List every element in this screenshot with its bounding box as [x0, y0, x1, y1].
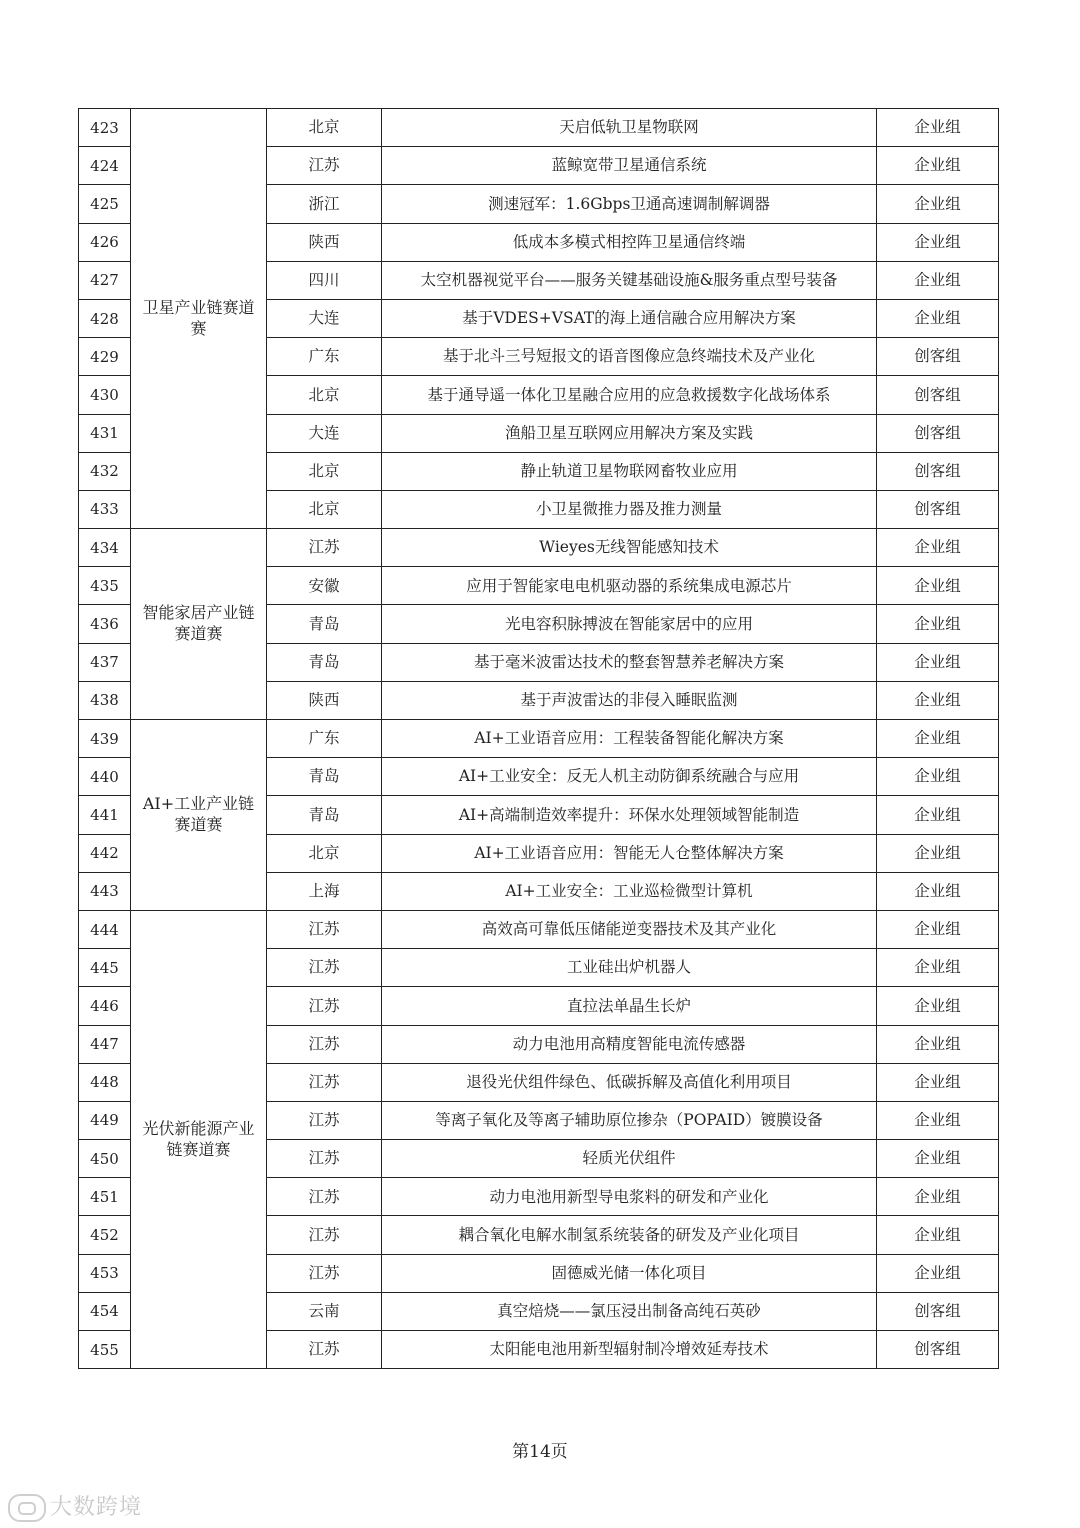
group-type-cell: 企业组: [877, 1063, 999, 1101]
project-name-cell: 固德威光储一体化项目: [382, 1254, 877, 1292]
project-name-cell: 太阳能电池用新型辐射制冷增效延寿技术: [382, 1331, 877, 1369]
group-type-cell: 企业组: [877, 949, 999, 987]
group-type-cell: 企业组: [877, 1101, 999, 1139]
group-type-cell: 创客组: [877, 490, 999, 528]
province-cell: 浙江: [267, 185, 382, 223]
project-name-cell: 太空机器视觉平台——服务关键基础设施&服务重点型号装备: [382, 261, 877, 299]
province-cell: 四川: [267, 261, 382, 299]
table-body: [79, 109, 999, 1369]
row-number: 454: [79, 1292, 131, 1330]
row-number: 446: [79, 987, 131, 1025]
table-row: [79, 720, 999, 758]
group-type-cell: 企业组: [877, 223, 999, 261]
row-number: 451: [79, 1178, 131, 1216]
group-type-cell: 企业组: [877, 109, 999, 147]
group-type-cell: 企业组: [877, 796, 999, 834]
group-type-cell: 企业组: [877, 910, 999, 948]
track-name: 卫星产业链赛道赛: [131, 109, 267, 529]
row-number: 433: [79, 490, 131, 528]
group-type-cell: 企业组: [877, 567, 999, 605]
logo-icon: [8, 1494, 46, 1522]
row-number: 444: [79, 910, 131, 948]
project-name-cell: AI+工业安全：反无人机主动防御系统融合与应用: [382, 758, 877, 796]
project-name-cell: 低成本多模式相控阵卫星通信终端: [382, 223, 877, 261]
group-type-cell: 企业组: [877, 299, 999, 337]
province-cell: 广东: [267, 720, 382, 758]
province-cell: 江苏: [267, 1140, 382, 1178]
project-name-cell: 耦合氧化电解水制氢系统装备的研发及产业化项目: [382, 1216, 877, 1254]
province-cell: 青岛: [267, 796, 382, 834]
province-cell: 江苏: [267, 1025, 382, 1063]
row-number: 436: [79, 605, 131, 643]
row-number: 445: [79, 949, 131, 987]
group-type-cell: 创客组: [877, 452, 999, 490]
province-cell: 北京: [267, 490, 382, 528]
group-type-cell: 企业组: [877, 681, 999, 719]
group-type-cell: 企业组: [877, 987, 999, 1025]
project-name-cell: 动力电池用高精度智能电流传感器: [382, 1025, 877, 1063]
row-number: 431: [79, 414, 131, 452]
province-cell: 江苏: [267, 147, 382, 185]
row-number: 426: [79, 223, 131, 261]
track-name: 智能家居产业链赛道赛: [131, 529, 267, 720]
page-number: 第14页: [512, 1442, 568, 1462]
province-cell: 上海: [267, 872, 382, 910]
project-name-cell: 蓝鲸宽带卫星通信系统: [382, 147, 877, 185]
province-cell: 江苏: [267, 1331, 382, 1369]
project-name-cell: 基于北斗三号短报文的语音图像应急终端技术及产业化: [382, 338, 877, 376]
row-number: 442: [79, 834, 131, 872]
province-cell: 广东: [267, 338, 382, 376]
table-row: [79, 109, 999, 147]
row-number: 438: [79, 681, 131, 719]
group-type-cell: 企业组: [877, 605, 999, 643]
project-name-cell: 光电容积脉搏波在智能家居中的应用: [382, 605, 877, 643]
group-type-cell: 企业组: [877, 147, 999, 185]
group-type-cell: 企业组: [877, 1140, 999, 1178]
track-name: AI+工业产业链赛道赛: [131, 720, 267, 911]
row-number: 430: [79, 376, 131, 414]
province-cell: 江苏: [267, 987, 382, 1025]
row-number: 440: [79, 758, 131, 796]
group-type-cell: 创客组: [877, 414, 999, 452]
project-name-cell: 天启低轨卫星物联网: [382, 109, 877, 147]
row-number: 423: [79, 109, 131, 147]
row-number: 429: [79, 338, 131, 376]
project-name-cell: 等离子氧化及等离子辅助原位掺杂（POPAID）镀膜设备: [382, 1101, 877, 1139]
province-cell: 江苏: [267, 949, 382, 987]
province-cell: 北京: [267, 834, 382, 872]
row-number: 435: [79, 567, 131, 605]
project-name-cell: AI+工业语音应用：智能无人仓整体解决方案: [382, 834, 877, 872]
group-type-cell: 企业组: [877, 872, 999, 910]
project-name-cell: 静止轨道卫星物联网畜牧业应用: [382, 452, 877, 490]
project-name-cell: 真空焙烧——氯压浸出制备高纯石英砂: [382, 1292, 877, 1330]
project-name-cell: 退役光伏组件绿色、低碳拆解及高值化利用项目: [382, 1063, 877, 1101]
project-name-cell: 基于毫米波雷达技术的整套智慧养老解决方案: [382, 643, 877, 681]
province-cell: 北京: [267, 452, 382, 490]
table-row: [79, 910, 999, 948]
group-type-cell: 企业组: [877, 1178, 999, 1216]
watermark: [8, 1490, 142, 1522]
row-number: 441: [79, 796, 131, 834]
row-number: 448: [79, 1063, 131, 1101]
group-type-cell: 创客组: [877, 338, 999, 376]
province-cell: 陕西: [267, 681, 382, 719]
project-name-cell: 动力电池用新型导电浆料的研发和产业化: [382, 1178, 877, 1216]
project-name-cell: 工业硅出炉机器人: [382, 949, 877, 987]
row-number: 449: [79, 1101, 131, 1139]
province-cell: 北京: [267, 109, 382, 147]
province-cell: 江苏: [267, 1101, 382, 1139]
row-number: 432: [79, 452, 131, 490]
row-number: 427: [79, 261, 131, 299]
group-type-cell: 企业组: [877, 261, 999, 299]
row-number: 428: [79, 299, 131, 337]
province-cell: 江苏: [267, 1063, 382, 1101]
group-type-cell: 企业组: [877, 720, 999, 758]
group-type-cell: 企业组: [877, 185, 999, 223]
province-cell: 江苏: [267, 1216, 382, 1254]
province-cell: 北京: [267, 376, 382, 414]
track-name: 光伏新能源产业链赛道赛: [131, 910, 267, 1368]
project-name-cell: 应用于智能家电电机驱动器的系统集成电源芯片: [382, 567, 877, 605]
group-type-cell: 企业组: [877, 834, 999, 872]
project-name-cell: AI+工业安全：工业巡检微型计算机: [382, 872, 877, 910]
row-number: 439: [79, 720, 131, 758]
group-type-cell: 企业组: [877, 1216, 999, 1254]
project-name-cell: 基于VDES+VSAT的海上通信融合应用解决方案: [382, 299, 877, 337]
group-type-cell: 创客组: [877, 1331, 999, 1369]
province-cell: 江苏: [267, 910, 382, 948]
project-name-cell: 基于声波雷达的非侵入睡眠监测: [382, 681, 877, 719]
row-number: 434: [79, 529, 131, 567]
project-name-cell: AI+工业语音应用：工程装备智能化解决方案: [382, 720, 877, 758]
table-row: [79, 529, 999, 567]
row-number: 450: [79, 1140, 131, 1178]
group-type-cell: 企业组: [877, 1025, 999, 1063]
project-name-cell: AI+高端制造效率提升：环保水处理领域智能制造: [382, 796, 877, 834]
project-name-cell: 渔船卫星互联网应用解决方案及实践: [382, 414, 877, 452]
project-name-cell: 轻质光伏组件: [382, 1140, 877, 1178]
group-type-cell: 企业组: [877, 529, 999, 567]
row-number: 424: [79, 147, 131, 185]
group-type-cell: 企业组: [877, 643, 999, 681]
province-cell: 青岛: [267, 643, 382, 681]
project-name-cell: 高效高可靠低压储能逆变器技术及其产业化: [382, 910, 877, 948]
row-number: 443: [79, 872, 131, 910]
province-cell: 江苏: [267, 1254, 382, 1292]
row-number: 455: [79, 1331, 131, 1369]
row-number: 425: [79, 185, 131, 223]
province-cell: 云南: [267, 1292, 382, 1330]
project-name-cell: 小卫星微推力器及推力测量: [382, 490, 877, 528]
province-cell: 青岛: [267, 758, 382, 796]
award-table: [78, 108, 999, 1369]
project-name-cell: 基于通导遥一体化卫星融合应用的应急救援数字化战场体系: [382, 376, 877, 414]
province-cell: 大连: [267, 414, 382, 452]
project-name-cell: 直拉法单晶生长炉: [382, 987, 877, 1025]
province-cell: 大连: [267, 299, 382, 337]
province-cell: 安徽: [267, 567, 382, 605]
province-cell: 江苏: [267, 529, 382, 567]
row-number: 452: [79, 1216, 131, 1254]
province-cell: 江苏: [267, 1178, 382, 1216]
province-cell: 陕西: [267, 223, 382, 261]
row-number: 453: [79, 1254, 131, 1292]
watermark-text: 大数跨境: [50, 1495, 143, 1520]
group-type-cell: 创客组: [877, 376, 999, 414]
project-name-cell: 测速冠军：1.6Gbps卫通高速调制解调器: [382, 185, 877, 223]
group-type-cell: 企业组: [877, 758, 999, 796]
project-name-cell: Wieyes无线智能感知技术: [382, 529, 877, 567]
row-number: 447: [79, 1025, 131, 1063]
group-type-cell: 企业组: [877, 1254, 999, 1292]
group-type-cell: 创客组: [877, 1292, 999, 1330]
row-number: 437: [79, 643, 131, 681]
province-cell: 青岛: [267, 605, 382, 643]
